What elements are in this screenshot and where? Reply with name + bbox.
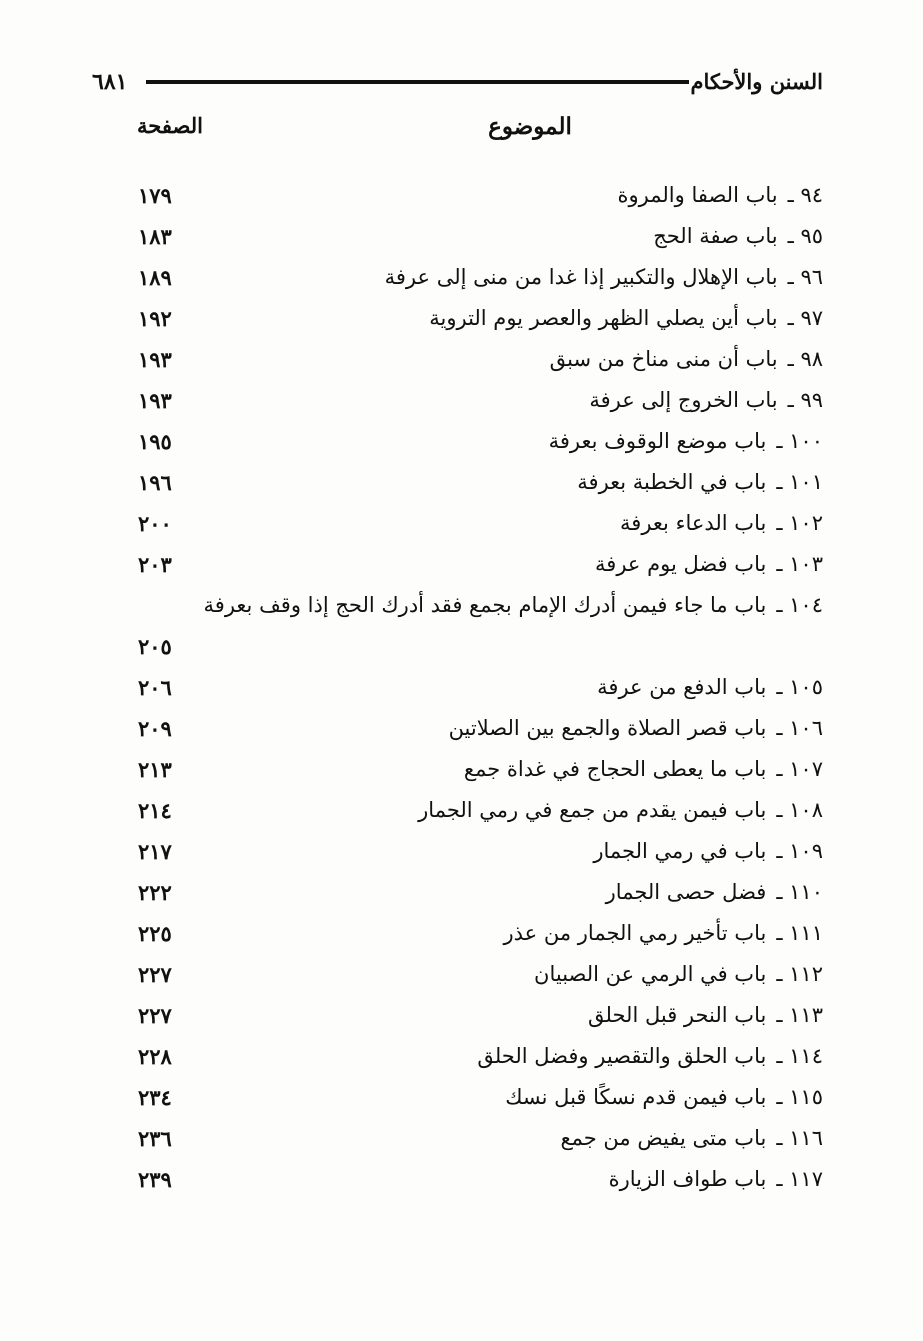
entry-number: ٩٦ ـ xyxy=(787,265,823,289)
entry-title: باب الدفع من عرفة xyxy=(597,675,767,699)
toc-entry xyxy=(120,298,823,339)
entry-number: ١٠٧ ـ xyxy=(776,757,823,781)
entry-title: باب أن منى مناخ من سبق xyxy=(549,347,778,371)
toc-entry xyxy=(120,175,823,216)
entry-page-number: ١٩٣ xyxy=(138,388,172,413)
toc-entry xyxy=(120,954,823,995)
toc-entry xyxy=(120,216,823,257)
entry-title: باب النحر قبل الحلق xyxy=(588,1003,767,1027)
entry-number: ١١٢ ـ xyxy=(776,962,823,986)
entry-title: باب في رمي الجمار xyxy=(593,839,767,863)
entry-number: ٩٨ ـ xyxy=(787,347,823,371)
entry-title: باب تأخير رمي الجمار من عذر xyxy=(503,921,767,945)
entry-number: ٩٤ ـ xyxy=(787,183,823,207)
toc-entry xyxy=(120,257,823,298)
toc-entry xyxy=(120,585,823,667)
entry-number: ١٠١ ـ xyxy=(776,470,823,494)
entry-page-number: ١٩٦ xyxy=(138,470,172,495)
entry-page-number: ٢٣٤ xyxy=(138,1085,172,1110)
entry-title: باب ما يعطى الحجاج في غداة جمع xyxy=(463,757,767,781)
entry-page-number: ٢٢٧ xyxy=(138,962,172,987)
entry-page-number: ٢٠٠ xyxy=(138,511,172,536)
entry-number: ١١١ ـ xyxy=(776,921,823,945)
entry-page-number: ٢٠٦ xyxy=(138,675,172,700)
toc-entry xyxy=(120,1118,823,1159)
column-header-page: الصفحة xyxy=(137,113,203,138)
entry-number: ١١٠ ـ xyxy=(776,880,823,904)
running-head-title: السنن والأحكام xyxy=(690,69,823,94)
toc-entry xyxy=(120,1077,823,1118)
header-rule xyxy=(146,80,689,84)
toc-entry xyxy=(120,544,823,585)
toc-entry xyxy=(120,790,823,831)
entry-number: ١١٦ ـ xyxy=(776,1126,823,1150)
entry-number: ٩٩ ـ xyxy=(787,388,823,412)
column-header-topic: الموضوع xyxy=(488,113,572,140)
toc-entry xyxy=(120,1159,823,1200)
toc-entry xyxy=(120,749,823,790)
entry-page-number: ٢٢٥ xyxy=(138,921,172,946)
toc-entry xyxy=(120,831,823,872)
entry-title: باب فيمن يقدم من جمع في رمي الجمار xyxy=(418,798,767,822)
toc-entry xyxy=(120,503,823,544)
entry-title: باب أين يصلي الظهر والعصر يوم التروية xyxy=(429,306,778,330)
entry-number: ١٠٤ ـ xyxy=(776,593,823,617)
entry-number: ١٠٨ ـ xyxy=(776,798,823,822)
entry-page-number: ٢٣٩ xyxy=(138,1167,172,1192)
entry-number: ١١٥ ـ xyxy=(776,1085,823,1109)
entry-page-number: ٢١٣ xyxy=(138,757,172,782)
toc-entry xyxy=(120,913,823,954)
entry-page-number: ٢٢٢ xyxy=(138,880,172,905)
entry-title: باب ما جاء فيمن أدرك الإمام بجمع فقد أدرك الحج إذا وقف بعرفة xyxy=(203,593,767,617)
entry-page-number: ١٩٥ xyxy=(138,429,172,454)
entry-number: ١٠٠ ـ xyxy=(776,429,823,453)
toc-entry xyxy=(120,667,823,708)
entry-number: ١١٤ ـ xyxy=(776,1044,823,1068)
toc-entry xyxy=(120,380,823,421)
entry-page-number: ٢٠٩ xyxy=(138,716,172,741)
entry-title: باب قصر الصلاة والجمع بين الصلاتين xyxy=(448,716,767,740)
entry-page-number: ١٨٣ xyxy=(138,224,172,249)
toc-entry xyxy=(120,462,823,503)
entry-number: ١٠٣ ـ xyxy=(776,552,823,576)
toc-entry xyxy=(120,872,823,913)
entry-title: باب موضع الوقوف بعرفة xyxy=(548,429,767,453)
toc-entry xyxy=(120,421,823,462)
entry-page-number: ٢٠٣ xyxy=(138,552,172,577)
toc-entry xyxy=(120,1036,823,1077)
table-of-contents xyxy=(120,175,823,1200)
entry-title: باب فضل يوم عرفة xyxy=(595,552,767,576)
entry-page-number: ١٩٣ xyxy=(138,347,172,372)
entry-page-number: ٢٠٥ xyxy=(138,634,172,659)
entry-title: باب الخروج إلى عرفة xyxy=(589,388,778,412)
entry-title: باب في الخطبة بعرفة xyxy=(577,470,767,494)
entry-title: باب صفة الحج xyxy=(653,224,778,248)
entry-title: فضل حصى الجمار xyxy=(605,880,767,904)
entry-title: باب فيمن قدم نسكًا قبل نسك xyxy=(505,1085,767,1109)
entry-number: ٩٥ ـ xyxy=(787,224,823,248)
entry-page-number: ٢١٤ xyxy=(138,798,172,823)
entry-page-number: ٢٣٦ xyxy=(138,1126,172,1151)
entry-page-number: ١٩٢ xyxy=(138,306,172,331)
entry-number: ١٠٦ ـ xyxy=(776,716,823,740)
entry-page-number: ١٨٩ xyxy=(138,265,172,290)
entry-page-number: ٢٢٧ xyxy=(138,1003,172,1028)
entry-title: باب متى يفيض من جمع xyxy=(560,1126,767,1150)
toc-entry xyxy=(120,708,823,749)
entry-title: باب في الرمي عن الصبيان xyxy=(534,962,767,986)
entry-number: ٩٧ ـ xyxy=(787,306,823,330)
entry-title: باب الصفا والمروة xyxy=(617,183,778,207)
page-number: ٦٨١ xyxy=(92,69,128,95)
entry-page-number: ٢٢٨ xyxy=(138,1044,172,1069)
entry-number: ١٠٥ ـ xyxy=(776,675,823,699)
entry-title: باب الإهلال والتكبير إذا غدا من منى إلى عرفة xyxy=(384,265,778,289)
entry-title: باب طواف الزيارة xyxy=(608,1167,767,1191)
running-head xyxy=(92,64,823,100)
entry-number: ١٠٢ ـ xyxy=(776,511,823,535)
entry-page-number: ٢١٧ xyxy=(138,839,172,864)
entry-title: باب الدعاء بعرفة xyxy=(620,511,767,535)
entry-number: ١١٣ ـ xyxy=(776,1003,823,1027)
entry-title: باب الحلق والتقصير وفضل الحلق xyxy=(477,1044,767,1068)
toc-entry xyxy=(120,995,823,1036)
toc-entry xyxy=(120,339,823,380)
entry-page-number: ١٧٩ xyxy=(138,183,172,208)
entry-number: ١١٧ ـ xyxy=(776,1167,823,1191)
entry-number: ١٠٩ ـ xyxy=(776,839,823,863)
